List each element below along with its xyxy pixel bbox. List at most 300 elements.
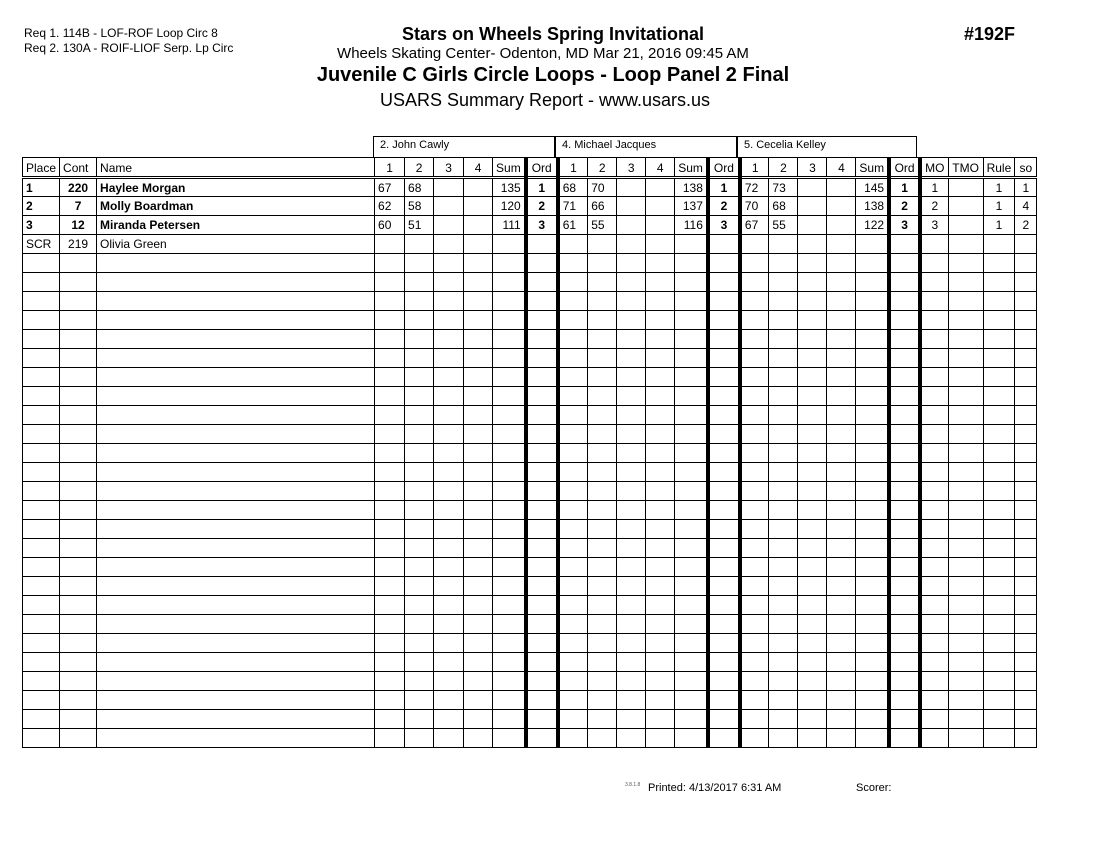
judge3-score3-cell [798,615,827,634]
judge3-score4-cell [827,311,856,330]
judge1-sum-cell [493,672,526,691]
table-row [23,482,1037,501]
judge3-score3-cell [798,729,827,748]
judge1-score2-cell [405,406,434,425]
skater-name-cell [97,710,375,729]
total-majority-ordinal-cell [948,178,983,197]
table-row [23,501,1037,520]
col-header-j1-score4: 4 [464,158,493,178]
judge1-score2-cell [405,691,434,710]
judge1-ordinal-cell [526,368,558,387]
judge2-score1-cell [558,349,588,368]
table-row [23,539,1037,558]
col-header-j1-sum: Sum [493,158,526,178]
judge1-score1-cell: 60 [375,216,405,235]
place-cell: 1 [23,178,60,197]
judge2-score3-cell [617,178,646,197]
judge2-score3-cell [617,653,646,672]
judge2-score4-cell [646,254,675,273]
judge2-score2-cell [588,653,617,672]
judge2-ordinal-cell [708,406,740,425]
judge1-score4-cell [464,615,493,634]
col-header-j3-score4: 4 [827,158,856,178]
judge3-score3-cell [798,273,827,292]
judge2-ordinal-cell [708,634,740,653]
judge1-ordinal-cell [526,406,558,425]
majority-ordinal-cell [920,254,948,273]
judge3-ordinal-cell [889,330,920,349]
judge3-sum-cell [856,577,889,596]
judge1-score4-cell [464,216,493,235]
skater-name-cell [97,349,375,368]
majority-ordinal-cell [920,425,948,444]
judge3-score3-cell [798,178,827,197]
judge3-score4-cell [827,501,856,520]
rule-cell [983,615,1015,634]
judge3-ordinal-cell [889,653,920,672]
place-cell [23,273,60,292]
judge2-score1-cell [558,672,588,691]
judge2-ordinal-cell [708,463,740,482]
judge1-sum-cell [493,444,526,463]
judge1-score1-cell [375,235,405,254]
rule-cell [983,501,1015,520]
judge3-score4-cell [827,235,856,254]
judge3-score3-cell [798,368,827,387]
col-header-j2-score4: 4 [646,158,675,178]
judge2-score3-cell [617,482,646,501]
judge3-ordinal-cell [889,368,920,387]
judge-header-1: 2. John Cawly [373,136,555,157]
judge3-ordinal-cell [889,501,920,520]
judge2-score1-cell [558,520,588,539]
judge2-score4-cell [646,577,675,596]
judge1-sum-cell [493,406,526,425]
judge1-score1-cell [375,558,405,577]
judge3-ordinal-cell [889,577,920,596]
judge3-ordinal-cell [889,273,920,292]
judge1-score1-cell [375,292,405,311]
judge1-sum-cell [493,254,526,273]
judge3-sum-cell [856,349,889,368]
judge2-score3-cell [617,463,646,482]
judge3-score3-cell [798,216,827,235]
judge1-sum-cell [493,539,526,558]
contestant-number-cell [60,558,97,577]
table-row [23,558,1037,577]
judge1-score1-cell [375,425,405,444]
judge1-score3-cell [434,178,464,197]
contestant-number-cell [60,425,97,444]
rule-cell [983,577,1015,596]
judge3-score1-cell [740,634,769,653]
col-header-j1-ord: Ord [526,158,558,178]
judge1-sum-cell [493,330,526,349]
skater-name-cell: Miranda Petersen [97,216,375,235]
place-cell [23,311,60,330]
rule-cell [983,273,1015,292]
judge1-score4-cell [464,558,493,577]
rule-cell [983,729,1015,748]
majority-ordinal-cell [920,444,948,463]
judge2-score1-cell [558,577,588,596]
judge2-sum-cell: 138 [675,178,708,197]
judge1-score1-cell [375,672,405,691]
judge1-score4-cell [464,539,493,558]
table-row [23,444,1037,463]
judge1-score1-cell [375,691,405,710]
judge3-score3-cell [798,311,827,330]
judge1-sum-cell [493,292,526,311]
judge1-sum-cell [493,387,526,406]
judge2-ordinal-cell [708,596,740,615]
judge2-score4-cell [646,615,675,634]
contestant-number-cell [60,729,97,748]
table-row [23,672,1037,691]
col-header-j2-score1: 1 [558,158,588,178]
judge2-score3-cell [617,539,646,558]
judge1-sum-cell [493,368,526,387]
judge2-score1-cell [558,406,588,425]
skate-order-cell: 1 [1015,178,1037,197]
contestant-number-cell [60,368,97,387]
judge1-score4-cell [464,292,493,311]
judge2-score2-cell [588,330,617,349]
judge2-score4-cell [646,672,675,691]
judge1-score1-cell [375,539,405,558]
rule-cell [983,368,1015,387]
table-row [23,710,1037,729]
majority-ordinal-cell [920,368,948,387]
judge2-sum-cell [675,596,708,615]
skater-name-cell [97,691,375,710]
judge2-score4-cell [646,368,675,387]
judge1-score1-cell [375,482,405,501]
judge2-score3-cell [617,387,646,406]
judge3-score2-cell [769,254,798,273]
judge3-score2-cell [769,520,798,539]
judge3-score4-cell [827,368,856,387]
judge1-score1-cell [375,615,405,634]
judge2-sum-cell [675,311,708,330]
judge1-sum-cell: 135 [493,178,526,197]
judge2-score2-cell [588,501,617,520]
judge3-sum-cell [856,444,889,463]
judge1-score1-cell [375,653,405,672]
skater-name-cell [97,520,375,539]
majority-ordinal-cell [920,596,948,615]
skater-name-cell: Olivia Green [97,235,375,254]
judge3-score2-cell [769,463,798,482]
judge1-score2-cell [405,672,434,691]
judge2-score1-cell: 68 [558,178,588,197]
judge1-ordinal-cell [526,615,558,634]
place-cell [23,729,60,748]
judge3-sum-cell [856,729,889,748]
contestant-number-cell [60,254,97,273]
judge3-score1-cell: 70 [740,197,769,216]
judge1-score2-cell [405,520,434,539]
judge2-sum-cell [675,501,708,520]
judge3-score2-cell [769,387,798,406]
judge3-score1-cell [740,311,769,330]
judge1-sum-cell [493,596,526,615]
place-cell [23,330,60,349]
majority-ordinal-cell [920,273,948,292]
judge1-score4-cell [464,501,493,520]
judge3-ordinal-cell: 1 [889,178,920,197]
majority-ordinal-cell [920,463,948,482]
judge2-ordinal-cell [708,615,740,634]
judge3-score4-cell [827,520,856,539]
judge2-score2-cell [588,539,617,558]
judge1-score2-cell [405,273,434,292]
judge1-score1-cell [375,406,405,425]
judge2-score1-cell [558,463,588,482]
judge3-sum-cell [856,691,889,710]
total-majority-ordinal-cell [948,368,983,387]
judge2-ordinal-cell [708,349,740,368]
judge3-score3-cell [798,634,827,653]
skate-order-cell [1015,254,1037,273]
judge1-score2-cell: 58 [405,197,434,216]
contestant-number-cell [60,634,97,653]
judge1-score4-cell [464,387,493,406]
judge3-sum-cell [856,501,889,520]
judge2-score3-cell [617,349,646,368]
total-majority-ordinal-cell [948,577,983,596]
judge3-score4-cell [827,729,856,748]
judge2-score3-cell [617,216,646,235]
rule-cell [983,482,1015,501]
judge3-ordinal-cell: 2 [889,197,920,216]
judge1-ordinal-cell [526,254,558,273]
col-header-place: Place [23,158,60,178]
judge1-ordinal-cell [526,501,558,520]
judge2-score1-cell [558,254,588,273]
judge1-ordinal-cell [526,729,558,748]
judge2-sum-cell [675,349,708,368]
judge3-score3-cell [798,444,827,463]
judge2-score4-cell [646,178,675,197]
judge1-score4-cell [464,178,493,197]
total-majority-ordinal-cell [948,482,983,501]
judge1-score3-cell [434,577,464,596]
judge1-score2-cell [405,501,434,520]
judge2-ordinal-cell [708,311,740,330]
skate-order-cell [1015,501,1037,520]
judge3-score2-cell [769,501,798,520]
judge2-score3-cell [617,558,646,577]
judge3-sum-cell [856,406,889,425]
majority-ordinal-cell: 3 [920,216,948,235]
judge1-score2-cell [405,729,434,748]
judge2-sum-cell [675,463,708,482]
place-cell [23,425,60,444]
judge2-score2-cell [588,520,617,539]
judge1-score3-cell [434,444,464,463]
judge2-score3-cell [617,273,646,292]
judge1-score3-cell [434,558,464,577]
judge3-score1-cell: 72 [740,178,769,197]
judge1-score2-cell [405,368,434,387]
judge1-sum-cell [493,577,526,596]
judge2-score4-cell [646,539,675,558]
judge2-score2-cell [588,273,617,292]
judge3-ordinal-cell [889,615,920,634]
judge2-score4-cell [646,729,675,748]
judge3-sum-cell [856,368,889,387]
majority-ordinal-cell [920,729,948,748]
place-cell [23,406,60,425]
total-majority-ordinal-cell [948,197,983,216]
judge1-score4-cell [464,710,493,729]
judge1-score4-cell [464,235,493,254]
judge1-score1-cell [375,273,405,292]
judge1-score4-cell [464,482,493,501]
col-header-j1-score3: 3 [434,158,464,178]
judge1-score4-cell [464,368,493,387]
judge3-ordinal-cell [889,292,920,311]
requirement-2: Req 2. 130A - ROIF-LIOF Serp. Lp Circ [24,41,234,55]
judge2-score4-cell [646,653,675,672]
contestant-number-cell [60,501,97,520]
skate-order-cell [1015,273,1037,292]
place-cell: SCR [23,235,60,254]
judge3-score4-cell [827,596,856,615]
judge2-sum-cell [675,235,708,254]
judge1-score3-cell [434,501,464,520]
judge1-score1-cell [375,387,405,406]
judge2-sum-cell [675,615,708,634]
judge2-score1-cell: 71 [558,197,588,216]
judge2-score4-cell [646,691,675,710]
judge3-score4-cell [827,273,856,292]
judge3-score2-cell [769,444,798,463]
venue-date: Wheels Skating Center- Odenton, MD Mar 21, 2016 09:45 AM [337,45,749,62]
judge2-ordinal-cell [708,710,740,729]
judge3-ordinal-cell [889,520,920,539]
judge3-sum-cell [856,558,889,577]
contestant-number-cell [60,596,97,615]
judge3-sum-cell [856,615,889,634]
judge1-score1-cell [375,520,405,539]
judge2-score1-cell [558,387,588,406]
rule-cell [983,235,1015,254]
skater-name-cell [97,653,375,672]
col-header-j3-score3: 3 [798,158,827,178]
judge2-sum-cell [675,368,708,387]
skater-name-cell [97,501,375,520]
judge1-sum-cell [493,710,526,729]
judge2-score4-cell [646,292,675,311]
requirement-1: Req 1. 114B - LOF-ROF Loop Circ 8 [24,26,218,40]
judge3-score1-cell [740,273,769,292]
judge3-ordinal-cell [889,558,920,577]
col-header-j2-sum: Sum [675,158,708,178]
place-cell [23,558,60,577]
majority-ordinal-cell [920,577,948,596]
total-majority-ordinal-cell [948,691,983,710]
judge2-score1-cell: 61 [558,216,588,235]
table-row [23,691,1037,710]
judge2-ordinal-cell [708,653,740,672]
skater-name-cell [97,615,375,634]
judge1-score3-cell [434,216,464,235]
judge2-sum-cell [675,425,708,444]
rule-cell [983,520,1015,539]
judge1-score4-cell [464,197,493,216]
judge1-score3-cell [434,330,464,349]
total-majority-ordinal-cell [948,672,983,691]
judge1-score2-cell [405,387,434,406]
judge3-sum-cell: 145 [856,178,889,197]
judge2-sum-cell [675,254,708,273]
judge1-score3-cell [434,634,464,653]
total-majority-ordinal-cell [948,273,983,292]
judge1-score1-cell [375,368,405,387]
skater-name-cell [97,634,375,653]
total-majority-ordinal-cell [948,653,983,672]
skate-order-cell [1015,729,1037,748]
judge1-ordinal-cell [526,596,558,615]
judge2-score3-cell [617,235,646,254]
judge2-score1-cell [558,235,588,254]
majority-ordinal-cell [920,387,948,406]
judge3-score4-cell [827,406,856,425]
judge3-score2-cell [769,406,798,425]
table-row [23,349,1037,368]
judge1-score3-cell [434,349,464,368]
rule-cell [983,672,1015,691]
judge3-score3-cell [798,653,827,672]
total-majority-ordinal-cell [948,406,983,425]
judge2-score1-cell [558,596,588,615]
judge2-score4-cell [646,634,675,653]
judge3-score2-cell: 73 [769,178,798,197]
judge2-score3-cell [617,311,646,330]
judge1-ordinal-cell [526,444,558,463]
judge3-ordinal-cell [889,349,920,368]
judge3-score3-cell [798,539,827,558]
judge1-score2-cell [405,463,434,482]
judge2-score1-cell [558,615,588,634]
total-majority-ordinal-cell [948,615,983,634]
table-row [23,254,1037,273]
judge2-sum-cell [675,691,708,710]
judge3-score3-cell [798,330,827,349]
contestant-number-cell [60,349,97,368]
judge3-score4-cell [827,444,856,463]
judge1-score3-cell [434,672,464,691]
column-header-row [23,158,1037,178]
judge3-score4-cell [827,425,856,444]
judge1-score2-cell [405,634,434,653]
judge2-sum-cell [675,653,708,672]
judge2-score3-cell [617,406,646,425]
judge1-score3-cell [434,425,464,444]
total-majority-ordinal-cell [948,729,983,748]
judge2-ordinal-cell: 3 [708,216,740,235]
judge2-score3-cell [617,672,646,691]
judge2-score1-cell [558,729,588,748]
judge1-score4-cell [464,520,493,539]
judge2-score1-cell [558,501,588,520]
judge3-score2-cell [769,691,798,710]
judge3-score2-cell: 55 [769,216,798,235]
judge3-score3-cell [798,672,827,691]
judge3-score4-cell [827,577,856,596]
